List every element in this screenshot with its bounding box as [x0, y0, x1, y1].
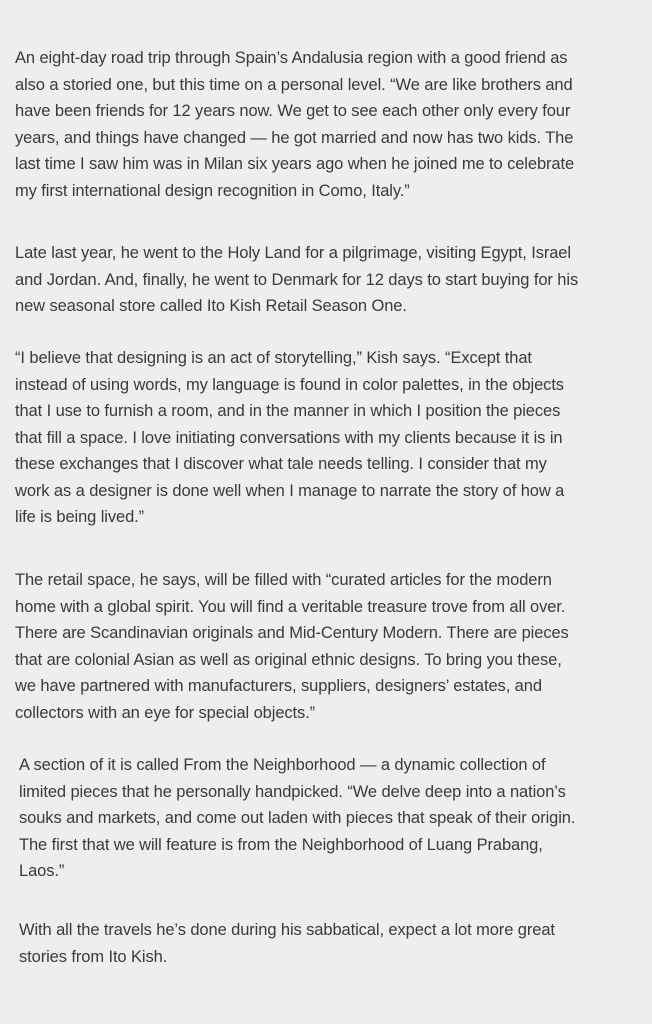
text-line: An eight-day road trip through Spain’s Andalusia region with a good friend as — [15, 49, 568, 67]
text-line: Late last year, he went to the Holy Land for a pilgrimage, visiting Egypt, Israel — [15, 244, 571, 262]
text-line: years, and things have changed — he got married and now has two kids. The — [15, 128, 574, 147]
text-line: collectors with an eye for special objects.” — [15, 703, 316, 722]
text-line: “I believe that designing is an act of storytelling,” Kish says. “Except that — [15, 349, 532, 367]
text-line: With all the travels he’s done during his sabbatical, expect a lot more great — [19, 921, 555, 939]
text-line: stories from Ito Kish. — [19, 947, 168, 966]
paragraph-retail-space — [15, 567, 639, 726]
text-line: instead of using words, my language is found in color palettes, in the objects — [15, 375, 564, 394]
text-line: There are Scandinavian originals and Mid-Century Modern. There are pieces — [15, 624, 569, 642]
text-line: The retail space, he says, will be filled with “curated articles for the modern — [15, 571, 552, 589]
text-line: that I use to furnish a room, and in the manner in which I position the pieces — [15, 402, 561, 420]
text-line: work as a designer is done well when I manage to narrate the story of how a — [15, 481, 565, 500]
text-line: home with a global spirit. You will find a veritable treasure trove from all over. — [15, 597, 566, 616]
paragraph-closing — [19, 917, 643, 970]
text-line: last time I saw him was in Milan six years ago when he joined me to celebrate — [15, 155, 575, 173]
text-line: we have partnered with manufacturers, suppliers, designers’ estates, and — [15, 677, 542, 695]
paragraph-road-trip — [15, 45, 639, 204]
text-line: also a storied one, but this time on a personal level. “We are like brothers and — [15, 75, 573, 94]
text-line: limited pieces that he personally handpicked. “We delve deep into a nation’s — [19, 782, 566, 801]
text-line: my first international design recognition in Como, Italy.” — [15, 181, 410, 200]
text-line: The first that we will feature is from the Neighborhood of Luang Prabang, — [19, 835, 543, 854]
paragraph-pilgrimage — [15, 240, 639, 320]
text-line: these exchanges that I discover what tale needs telling. I consider that my — [15, 455, 547, 473]
text-line: and Jordan. And, finally, he went to Denmark for 12 days to start buying for his — [15, 270, 579, 289]
paragraph-storytelling-quote — [15, 345, 639, 531]
text-line: that are colonial Asian as well as original ethnic designs. To bring you these, — [15, 650, 562, 669]
text-line: new seasonal store called Ito Kish Retail Season One. — [15, 297, 407, 315]
text-line: have been friends for 12 years now. We get to see each other only every four — [15, 102, 571, 120]
text-line: Laos.” — [19, 862, 65, 880]
text-line: that fill a space. I love initiating conversations with my clients because it is in — [15, 428, 563, 447]
text-line: life is being lived.” — [15, 508, 145, 526]
text-line: A section of it is called From the Neighborhood — a dynamic collection of — [19, 756, 546, 774]
text-line: souks and markets, and come out laden with pieces that speak of their origin. — [19, 809, 576, 827]
paragraph-neighborhood — [19, 752, 643, 885]
